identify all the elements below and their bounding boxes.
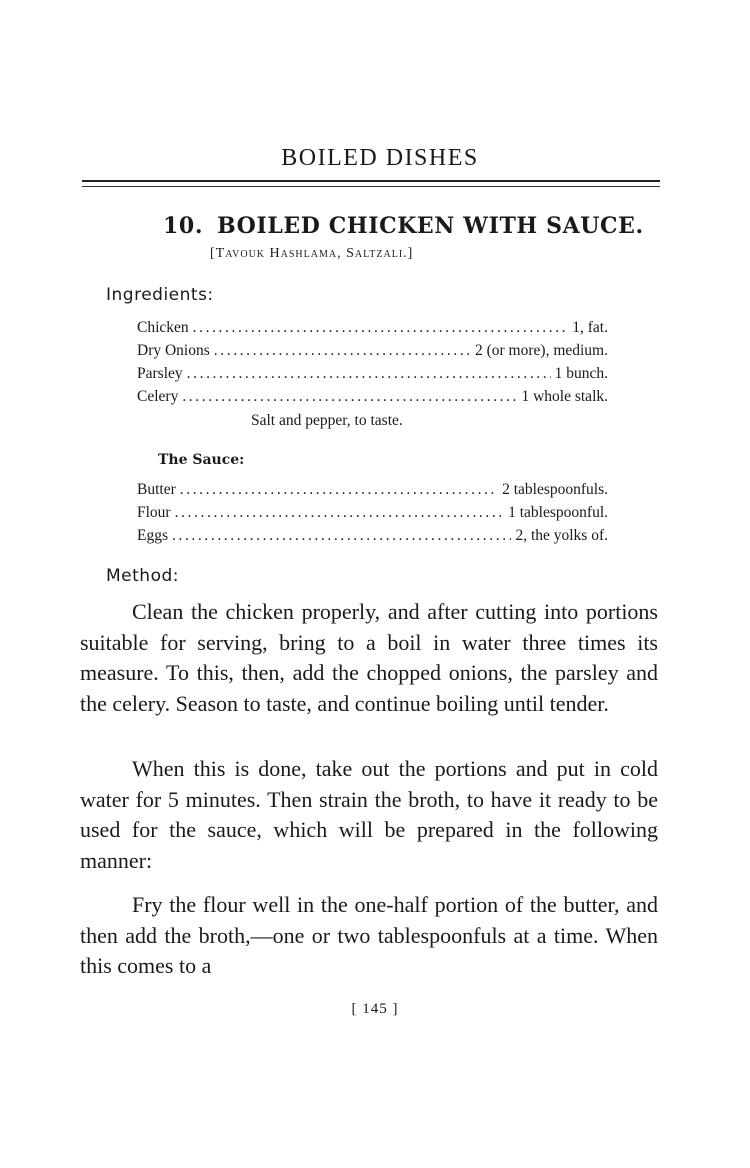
ingredient-name: Parsley <box>137 365 183 382</box>
method-paragraph <box>80 890 658 982</box>
leader-dots <box>182 388 517 406</box>
paragraph-text: When this is done, take out the portions and put in cold water for 5 minutes. Then strain the broth, to have it ready to be used for the sauce, which will be prepared in the following manner: <box>80 756 658 873</box>
ingredients-heading: Ingredients: <box>106 285 214 305</box>
sauce-ingredients-list <box>137 481 608 550</box>
ingredients-list <box>137 319 608 411</box>
recipe-title <box>163 213 644 239</box>
ingredient-quantity: 1, fat. <box>572 319 608 336</box>
ingredient-row <box>137 319 608 342</box>
ingredient-quantity: 2 tablespoonfuls. <box>502 481 608 498</box>
leader-dots <box>187 365 551 383</box>
ingredient-name: Butter <box>137 481 176 498</box>
seasoning-note: Salt and pepper, to taste. <box>251 412 403 429</box>
ingredient-row <box>137 342 608 365</box>
recipe-title-text: BOILED CHICKEN WITH SAUCE. <box>217 213 644 239</box>
method-heading: Method: <box>106 566 179 586</box>
page-number: [ 145 ] <box>351 1001 399 1017</box>
ingredient-row <box>137 388 608 411</box>
ingredient-quantity: 1 bunch. <box>554 365 608 382</box>
ingredient-quantity: 1 whole stalk. <box>521 388 608 405</box>
sauce-heading: The Sauce: <box>158 452 245 468</box>
paragraph-text: Fry the flour well in the one-half portion of the butter, and then add the broth,—one or two tablespoonfuls at a time. When this comes to a <box>80 892 658 978</box>
ingredient-row <box>137 365 608 388</box>
running-head: BOILED DISHES <box>281 145 479 171</box>
ingredient-quantity: 2, the yolks of. <box>515 527 608 544</box>
header-rule-thick <box>82 180 660 182</box>
header-rule-thin <box>82 186 660 187</box>
ingredient-name: Eggs <box>137 527 168 544</box>
ingredient-name: Dry Onions <box>137 342 210 359</box>
sauce-ingredient-row <box>137 527 608 550</box>
paragraph-text: Clean the chicken properly, and after cutting into portions suitable for serving, bring to a boil in water three times its measure. To this, then, add the chopped onions, the parsley and the celery. Season to taste, and continue boiling until tender. <box>80 599 658 716</box>
leader-dots <box>193 319 569 337</box>
sauce-ingredient-row <box>137 481 608 504</box>
ingredient-name: Chicken <box>137 319 189 336</box>
ingredient-name: Celery <box>137 388 179 405</box>
recipe-number: 10. <box>163 213 204 239</box>
method-paragraph <box>80 754 658 876</box>
leader-dots <box>214 342 471 360</box>
leader-dots <box>175 504 505 522</box>
sauce-ingredient-row <box>137 504 608 527</box>
leader-dots <box>172 527 511 545</box>
recipe-subtitle: [Tavouk Hashlama, Saltzali.] <box>210 246 414 261</box>
leader-dots <box>180 481 498 499</box>
ingredient-quantity: 2 (or more), medium. <box>474 342 608 359</box>
method-paragraph <box>80 597 658 719</box>
ingredient-name: Flour <box>137 504 171 521</box>
ingredient-quantity: 1 tablespoonful. <box>508 504 608 521</box>
